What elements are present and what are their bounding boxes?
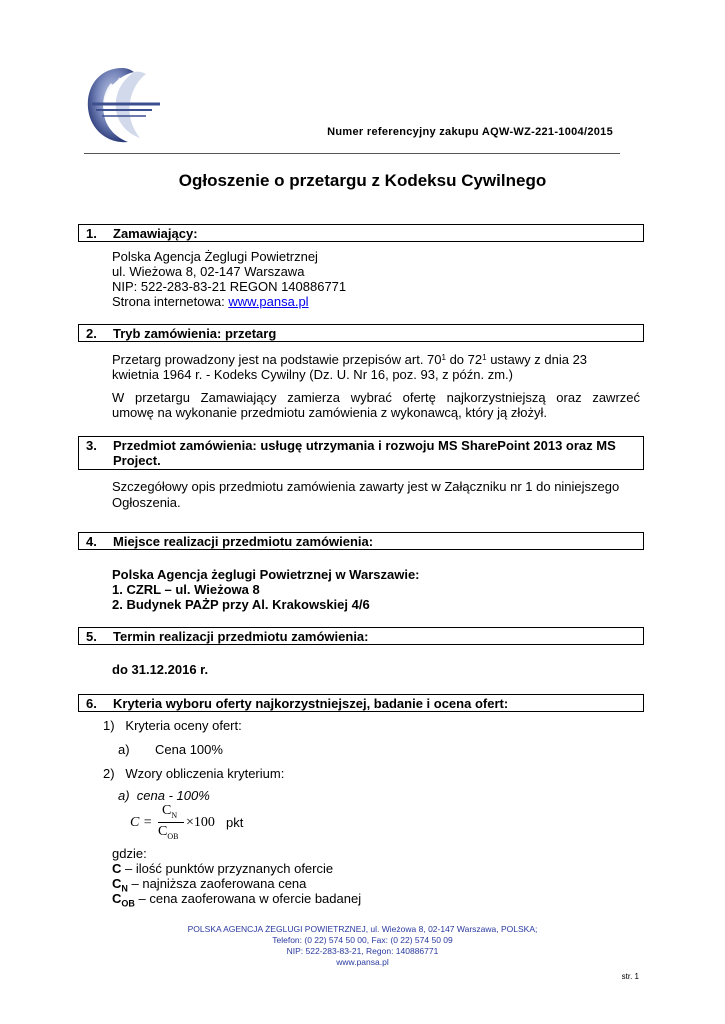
section-4-header <box>78 532 644 550</box>
s2-para1-line1 <box>112 352 640 367</box>
section-6-header <box>78 694 644 712</box>
website-link[interactable]: www.pansa.pl <box>228 294 309 309</box>
section-number: 4. <box>86 534 97 549</box>
formula-num-subscript: N <box>171 810 178 820</box>
superscript: 1 <box>441 353 446 362</box>
formula-lhs: C = <box>130 815 153 830</box>
formula-num-symbol: C <box>162 803 172 818</box>
section-title: Kryteria wyboru oferty najkorzystniejszej, badanie i ocena ofert: <box>113 696 509 711</box>
pansa-logo-icon <box>82 64 164 148</box>
section-title: Miejsce realizacji przedmiotu zamówienia: <box>113 534 374 549</box>
footer-line: NIP: 522-283-83-21, Regon: 140886771 <box>286 946 439 956</box>
s2-para1-line2: kwietnia 1964 r. - Kodeks Cywilny (Dz. U. Nr 16, poz. 93, z późn. zm.) <box>112 367 513 382</box>
s6-def1 <box>112 861 333 876</box>
symbol: C <box>112 891 122 906</box>
section-title: Termin realizacji przedmiotu zamówienia: <box>113 629 369 644</box>
formula-numerator <box>162 803 177 820</box>
s6-item2: 2) Wzory obliczenia kryterium: <box>103 766 285 781</box>
s6-item1a-text: Cena 100% <box>155 742 223 757</box>
section-number: 1. <box>86 226 97 241</box>
fraction-bar <box>158 822 184 823</box>
definition: – najniższa zaoferowana cena <box>127 876 307 891</box>
symbol: C <box>112 876 122 891</box>
s6-item2a: a) cena - 100% <box>118 788 210 803</box>
symbol: C <box>112 861 122 876</box>
s1-website <box>112 294 309 309</box>
formula-den-symbol: C <box>158 824 168 839</box>
s6-item1: 1) Kryteria oceny ofert: <box>103 718 242 733</box>
footer-website: www.pansa.pl <box>336 957 389 967</box>
s6-gdzie: gdzie: <box>112 846 147 861</box>
section-3-header <box>78 436 644 470</box>
s1-name: Polska Agencja Żeglugi Powietrznej <box>112 249 318 264</box>
footer-line: POLSKA AGENCJA ŻEGLUGI POWIETRZNEJ, ul. Wieżowa 8, 02-147 Warszawa, POLSKA; <box>187 924 538 934</box>
section-1-header <box>78 224 644 242</box>
document-title: Ogłoszenie o przetargu z Kodeksu Cywilnego <box>178 171 547 190</box>
header-divider <box>84 153 620 154</box>
s5-deadline: do 31.12.2016 r. <box>112 662 209 677</box>
definition: – ilość punktów przyznanych ofercie <box>121 861 334 876</box>
s2-para2-line1: W przetargu Zamawiający zamierza wybrać ofertę najkorzystniejszą oraz zawrzeć <box>112 390 640 405</box>
page-number: str. 1 <box>621 972 639 981</box>
text-run: do 72 <box>445 352 483 367</box>
symbol-subscript: OB <box>121 898 135 909</box>
s3-line1: Szczegółowy opis przedmiotu zamówienia zawarty jest w Załączniku nr 1 do niniejszego <box>112 479 620 494</box>
formula-denominator <box>158 824 178 841</box>
formula-den-subscript: OB <box>167 831 179 841</box>
section-title: Zamawiający: <box>113 226 198 241</box>
section-2-header <box>78 324 644 342</box>
s3-line2: Ogłoszenia. <box>112 495 181 510</box>
website-label: Strona internetowa: <box>112 294 229 309</box>
section-number: 3. <box>86 438 97 453</box>
symbol-subscript: N <box>121 883 128 894</box>
s4-line3: 2. Budynek PAŻP przy Al. Krakowskiej 4/6 <box>112 597 370 612</box>
formula-times: ×100 <box>186 815 215 830</box>
section-number: 5. <box>86 629 97 644</box>
s6-def3 <box>112 891 361 912</box>
superscript: 1 <box>482 353 487 362</box>
text-run: Przetarg prowadzony jest na podstawie przepisów art. 70 <box>112 352 442 367</box>
price-formula <box>128 803 258 844</box>
section-title: Tryb zamówienia: przetarg <box>113 326 277 341</box>
text-run: ustawy z dnia 23 <box>486 352 588 367</box>
s4-line2: 1. CZRL – ul. Wieżowa 8 <box>112 582 260 597</box>
s1-address: ul. Wieżowa 8, 02-147 Warszawa <box>112 264 305 279</box>
s2-para2-line2: umowę na wykonanie przedmiotu zamówienia z wykonawcą, który ją złożył. <box>112 405 547 420</box>
definition: – cena zaoferowana w ofercie badanej <box>134 891 362 906</box>
formula-unit: pkt <box>226 815 244 830</box>
section-5-header <box>78 627 644 645</box>
page-footer <box>0 924 725 968</box>
footer-line: Telefon: (0 22) 574 50 00, Fax: (0 22) 574 50 09 <box>272 935 453 945</box>
s4-line1: Polska Agencja żeglugi Powietrznej w Warszawie: <box>112 567 420 582</box>
s1-ids: NIP: 522-283-83-21 REGON 140886771 <box>112 279 347 294</box>
section-number: 2. <box>86 326 97 341</box>
reference-number: Numer referencyjny zakupu AQW-WZ-221-1004/2015 <box>327 126 613 138</box>
section-number: 6. <box>86 696 97 711</box>
section-title: Przedmiot zamówienia: usługę utrzymania i rozwoju MS SharePoint 2013 oraz MS Project. <box>113 438 616 468</box>
s6-item1a-label: a) <box>118 742 130 757</box>
